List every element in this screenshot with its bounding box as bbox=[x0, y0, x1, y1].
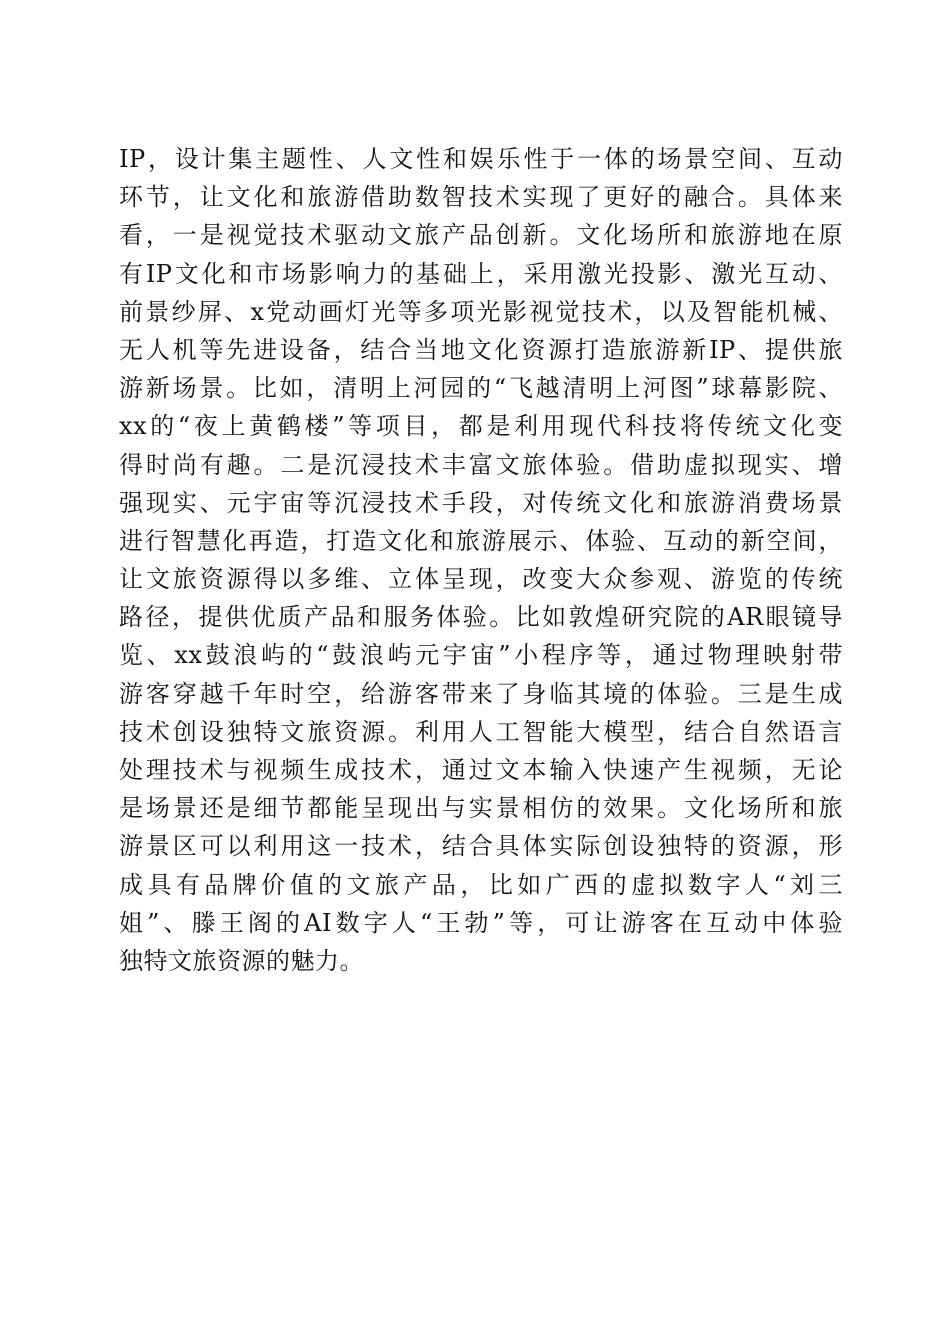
text-line: 览、xx鼓浪屿的“鼓浪屿元宇宙”小程序等，通过物理映射带 bbox=[119, 641, 843, 670]
text-line: 姐”、滕王阁的AI数字人“王勃”等，可让游客在互动中体验 bbox=[119, 908, 843, 937]
text-line: xx的“夜上黄鹤楼”等项目，都是利用现代科技将传统文化变 bbox=[119, 412, 843, 441]
text-line: 看，一是视觉技术驱动文旅产品创新。文化场所和旅游地在原 bbox=[119, 221, 843, 250]
text-line: IP，设计集主题性、人文性和娱乐性于一体的场景空间、互动 bbox=[119, 145, 843, 173]
text-line: 处理技术与视频生成技术，通过文本输入快速产生视频，无论 bbox=[119, 756, 843, 784]
text-line: 游新场景。比如，清明上河园的“飞越清明上河图”球幕影院、 bbox=[119, 374, 843, 403]
text-line: 游景区可以利用这一技术，结合具体实际创设独特的资源，形 bbox=[119, 832, 843, 861]
text-line: 让文旅资源得以多维、立体呈现，改变大众参观、游览的传统 bbox=[119, 565, 843, 594]
text-line: 进行智慧化再造，打造文化和旅游展示、体验、互动的新空间， bbox=[119, 526, 843, 555]
text-line: 前景纱屏、x党动画灯光等多项光影视觉技术，以及智能机械、 bbox=[119, 297, 843, 326]
text-line: 游客穿越千年时空，给游客带来了身临其境的体验。三是生成 bbox=[119, 679, 843, 708]
text-line: 是场景还是细节都能呈现出与实景相仿的效果。文化场所和旅 bbox=[119, 794, 843, 823]
body-paragraph bbox=[119, 140, 843, 980]
text-line: 环节，让文化和旅游借助数智技术实现了更好的融合。具体来 bbox=[119, 183, 843, 212]
text-line: 无人机等先进设备，结合当地文化资源打造旅游新IP、提供旅 bbox=[119, 335, 843, 364]
text-line: 路径，提供优质产品和服务体验。比如敦煌研究院的AR眼镜导 bbox=[119, 603, 843, 632]
text-line: 技术创设独特文旅资源。利用人工智能大模型，结合自然语言 bbox=[119, 717, 843, 746]
text-line: 成具有品牌价值的文旅产品，比如广西的虚拟数字人“刘三 bbox=[119, 870, 843, 899]
text-line: 有IP文化和市场影响力的基础上，采用激光投影、激光互动、 bbox=[119, 259, 843, 288]
text-line: 强现实、元宇宙等沉浸技术手段，对传统文化和旅游消费场景 bbox=[119, 488, 843, 517]
text-line-last: 独特文旅资源的魅力。 bbox=[119, 946, 364, 975]
text-line: 得时尚有趣。二是沉浸技术丰富文旅体验。借助虚拟现实、增 bbox=[119, 450, 843, 479]
